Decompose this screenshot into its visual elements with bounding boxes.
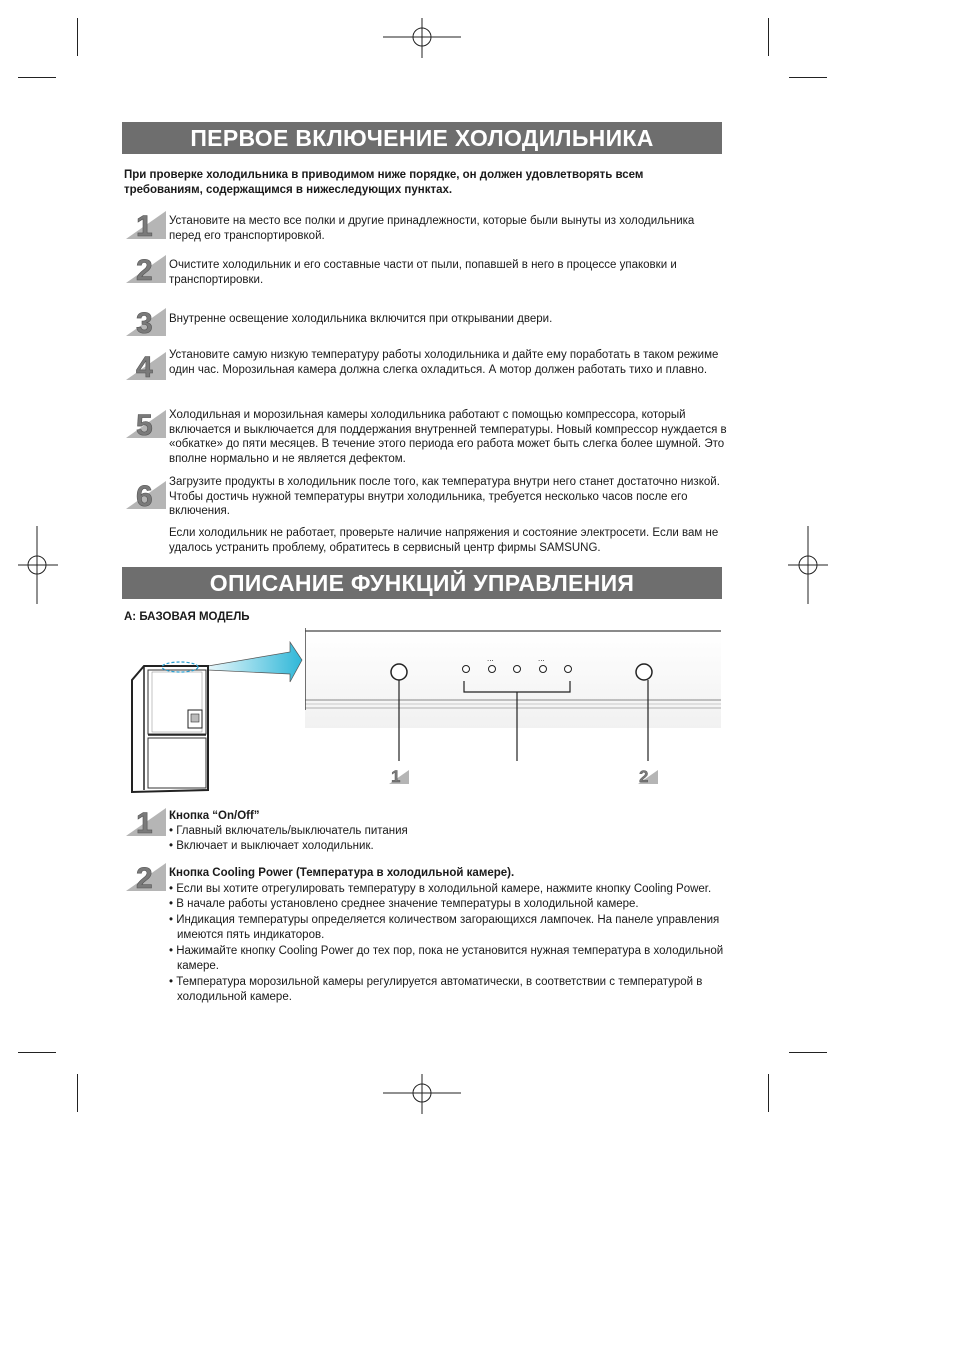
- registration-mark-left: [18, 526, 58, 604]
- function-number-glyph: 1: [136, 807, 153, 836]
- step-number-glyph: 5: [136, 409, 153, 438]
- function-bullet: • Главный включатель/выключатель питания: [169, 825, 408, 837]
- callout-2-label: 2: [639, 767, 649, 786]
- function-number-glyph: 2: [136, 862, 153, 891]
- registration-mark-right: [788, 526, 828, 604]
- step-number-glyph: 2: [136, 254, 153, 283]
- registration-mark-bottom: [383, 1074, 461, 1114]
- step-text-6: Загрузите продукты в холодильник после того, как температура внутри него станет достаточно низкой. Чтобы достичь нужной температуры внутри холодильника, требуется несколько часов после его включения.: [169, 476, 720, 517]
- function-title: Кнопка Cooling Power (Температура в холодильной камере).: [169, 867, 515, 879]
- indicator-led: [540, 666, 547, 673]
- step-number-glyph: 6: [136, 480, 153, 509]
- function-number-1: [126, 806, 166, 836]
- function-bullet: • Включает и выключает холодильник.: [169, 840, 374, 852]
- function-title: Кнопка “On/Off”: [169, 810, 260, 822]
- step-number-3: [126, 306, 166, 336]
- section-title-control-functions: [122, 567, 722, 599]
- control-panel-diagram: [305, 628, 721, 788]
- function-bullet: • В начале работы установлено среднее значение температуры в холодильной камере.: [169, 898, 639, 910]
- indicator-dots-2: ...: [538, 654, 545, 663]
- indicator-led: [463, 666, 470, 673]
- function-on-off: [169, 809, 729, 854]
- troubleshoot-note: Если холодильник не работает, проверьте наличие напряжения и состояние электросети. Если вам не удалось устранить проблему, обратитесь в сервисный центр фирмы SAMSUNG.: [169, 527, 719, 554]
- section-title-text: ПЕРВОЕ ВКЛЮЧЕНИЕ ХОЛОДИЛЬНИКА: [190, 125, 654, 151]
- function-bullet: • Если вы хотите отрегулировать температуру в холодильной камере, нажмите кнопку Cooling Power.: [169, 882, 712, 895]
- function-number-2: [126, 861, 166, 891]
- step-text-3: Внутренне освещение холодильника включится при открывании двери.: [169, 313, 553, 325]
- step-number-glyph: 3: [136, 307, 153, 336]
- fridge-illustration: [128, 640, 306, 796]
- indicator-dots-1: ...: [487, 654, 494, 663]
- zoom-arrow: [208, 642, 302, 682]
- intro-text: При проверке холодильника в приводимом ниже порядке, он должен удовлетворять всем требованиям, содержащимся в нижеследующих пунктах.: [124, 169, 644, 196]
- callout-1: [389, 767, 409, 786]
- function-bullet: • Нажимайте кнопку Cooling Power до тех пор, пока не установится нужная температура в холодильной камере.: [169, 944, 724, 972]
- cooling-power-button[interactable]: [636, 664, 652, 680]
- function-bullet: • Индикация температуры определяется количеством загорающихся лампочек. На панеле управления имеются пять индикаторов.: [169, 913, 720, 941]
- section-title-text: ОПИСАНИЕ ФУНКЦИЙ УПРАВЛЕНИЯ: [209, 570, 635, 596]
- step-number-glyph: 4: [136, 351, 153, 380]
- step-number-1: [126, 209, 166, 239]
- step-number-glyph: 1: [136, 210, 153, 239]
- indicator-led: [514, 666, 521, 673]
- function-cooling-power: [169, 866, 729, 1006]
- function-bullet: • Температура морозильной камеры регулируется автоматически, в соответствии с температурой в холодильной камере.: [169, 975, 703, 1003]
- indicator-led: [565, 666, 572, 673]
- step-text-2: Очистите холодильник и его составные части от пыли, попавшей в него в процессе упаковки и транспортировки.: [169, 259, 677, 286]
- model-label: A: БАЗОВАЯ МОДЕЛЬ: [124, 611, 250, 623]
- callout-1-label: 1: [391, 767, 401, 786]
- step-text-4: Установите самую низкую температуру работы холодильника и дайте ему поработать в таком режиме один час. Морозильная камера должна слегка охладиться. А мотор должен работать тихо и плавно.: [169, 349, 719, 376]
- step-text-5: Холодильная и морозильная камеры холодильника работают с помощью компрессора, который включается и выключается для поддержания внутренней температуры. Новый компрессор нуждается в «обкатке» до пяти месяцев. В течение этого периода его работа может быть слегка более шумной. Это вполне нормально и не является дефектом.: [169, 409, 727, 465]
- registration-mark-top: [383, 18, 461, 58]
- indicator-led: [489, 666, 496, 673]
- step-number-4: [126, 350, 166, 380]
- step-number-6: [126, 479, 166, 509]
- step-number-5: [126, 408, 166, 438]
- callout-2: [638, 767, 658, 786]
- section-title-first-start: [122, 122, 722, 154]
- step-text-1: Установите на место все полки и другие принадлежности, которые были вынуты из холодильника перед его транспортировкой.: [169, 215, 695, 242]
- step-number-2: [126, 253, 166, 283]
- on-off-button[interactable]: [391, 664, 407, 680]
